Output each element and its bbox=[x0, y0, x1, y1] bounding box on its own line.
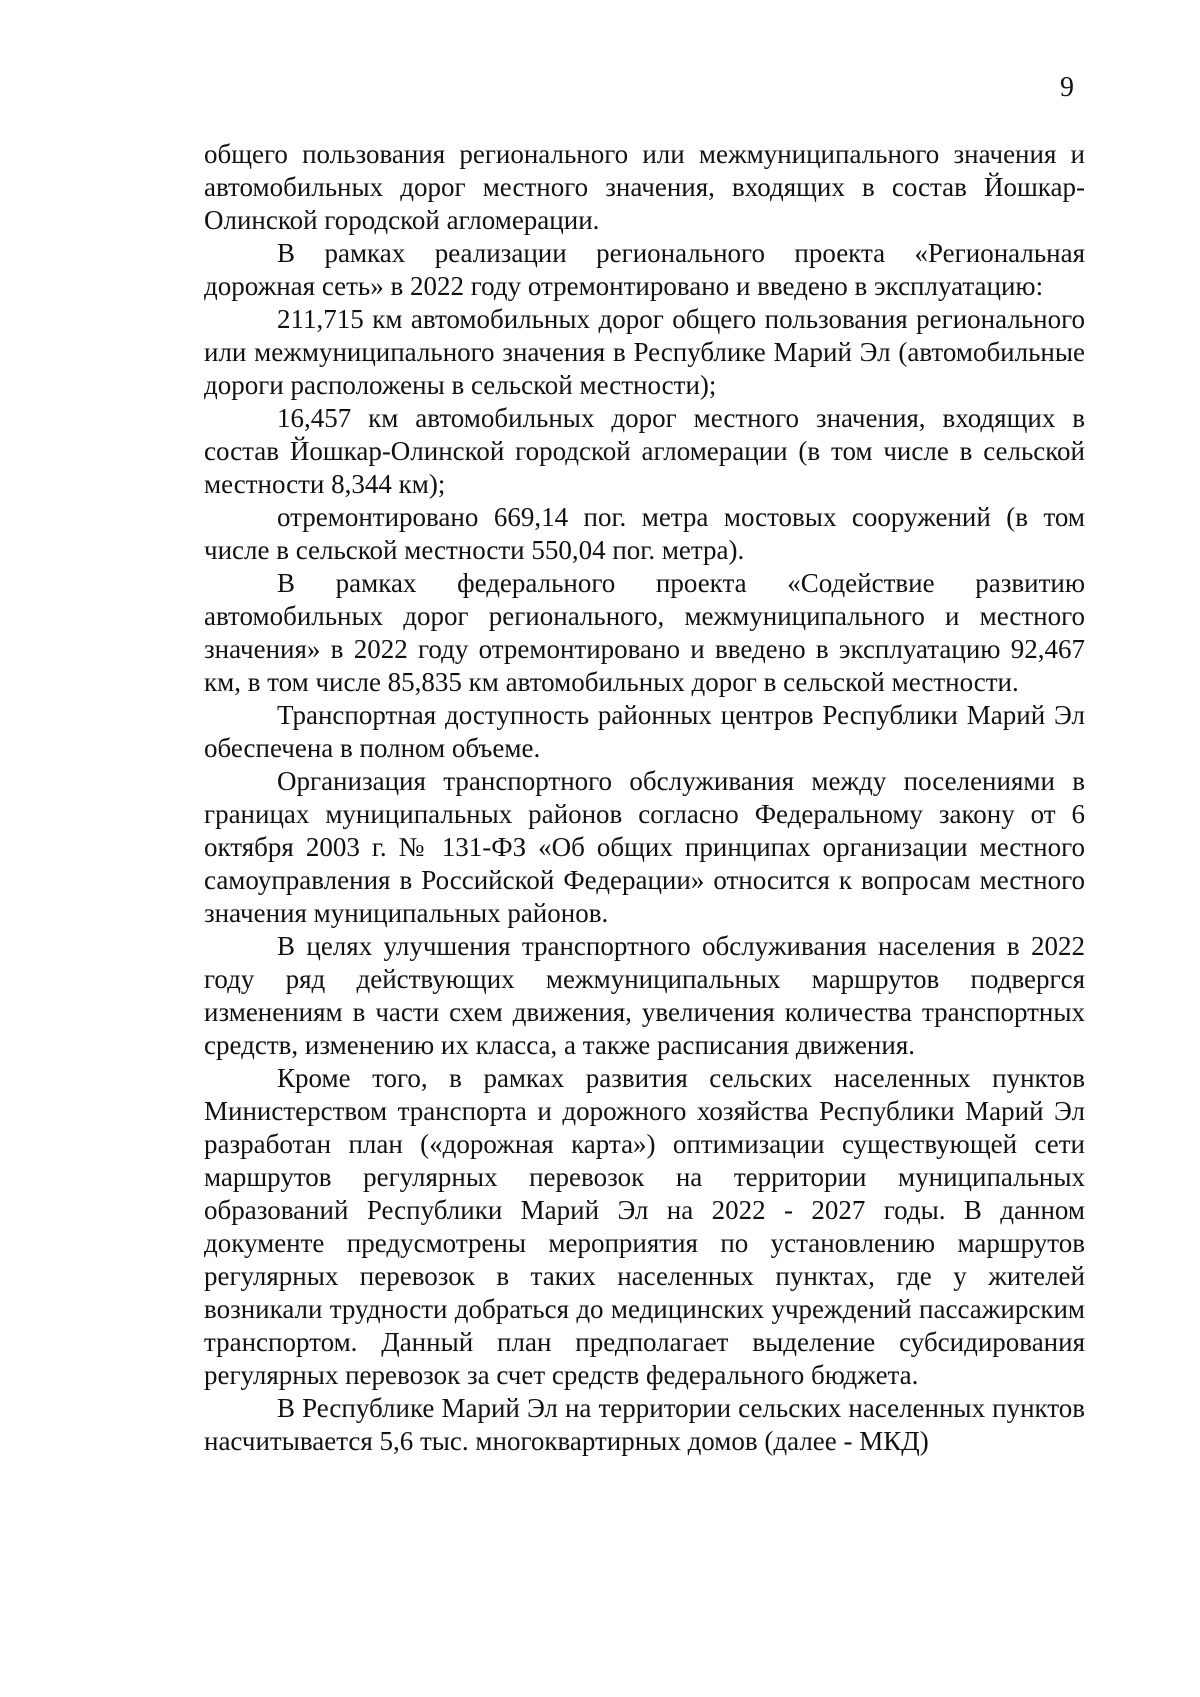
page-number: 9 bbox=[1060, 72, 1074, 103]
paragraph-transport-accessibility: Транспортная доступность районных центров Республики Марий Эл обеспечена в полном объеме. bbox=[204, 700, 1085, 763]
paragraph-local-roads: 16,457 км автомобильных дорог местного значения, входящих в состав Йошкар-Олинской городской агломерации (в том числе в сельской местности 8,344 км); bbox=[204, 403, 1085, 499]
paragraph-regional-roads: 211,715 км автомобильных дорог общего пользования регионального или межмуниципального значения в Республике Марий Эл (автомобильные дороги расположены в сельской местности); bbox=[204, 304, 1085, 400]
paragraph-continuation: общего пользования регионального или межмуниципального значения и автомобильных дорог местного значения, входящих в состав Йошкар-Олинской городской агломерации. bbox=[204, 139, 1085, 235]
paragraph-apartment-buildings: В Республике Марий Эл на территории сельских населенных пунктов насчитывается 5,6 тыс. многоквартирных домов (далее - МКД) bbox=[204, 1393, 1085, 1456]
paragraph-federal-project: В рамках федерального проекта «Содействие развитию автомобильных дорог регионального, межмуниципального и местного значения» в 2022 году отремонтировано и введено в эксплуатацию 92,467 км, в том числе 85,835 км автомобильных дорог в сельской местности. bbox=[204, 568, 1085, 697]
document-body bbox=[204, 138, 1085, 1458]
paragraph-bridges: отремонтировано 669,14 пог. метра мостовых сооружений (в том числе в сельской местности 550,04 пог. метра). bbox=[204, 502, 1085, 565]
paragraph-roadmap: Кроме того, в рамках развития сельских населенных пунктов Министерством транспорта и дорожного хозяйства Республики Марий Эл разработан план («дорожная карта») оптимизации существующей сети маршрутов регулярных перевозок на территории муниципальных образований Республики Марий Эл на 2022 - 2027 годы. В данном документе предусмотрены мероприятия по установлению маршрутов регулярных перевозок в таких населенных пунктах, где у жителей возникали трудности добраться до медицинских учреждений пассажирским транспортом. Данный план предполагает выделение субсидирования регулярных перевозок за счет средств федерального бюджета. bbox=[204, 1063, 1085, 1390]
paragraph-route-improvements: В целях улучшения транспортного обслуживания населения в 2022 году ряд действующих межмуниципальных маршрутов подвергся изменениям в части схем движения, увеличения количества транспортных средств, изменению их класса, а также расписания движения. bbox=[204, 931, 1085, 1060]
paragraph-transport-organization: Организация транспортного обслуживания между поселениями в границах муниципальных районов согласно Федеральному закону от 6 октября 2003 г. № 131-ФЗ «Об общих принципах организации местного самоуправления в Российской Федерации» относится к вопросам местного значения муниципальных районов. bbox=[204, 766, 1085, 928]
paragraph-regional-project: В рамках реализации регионального проекта «Региональная дорожная сеть» в 2022 году отремонтировано и введено в эксплуатацию: bbox=[204, 238, 1085, 301]
